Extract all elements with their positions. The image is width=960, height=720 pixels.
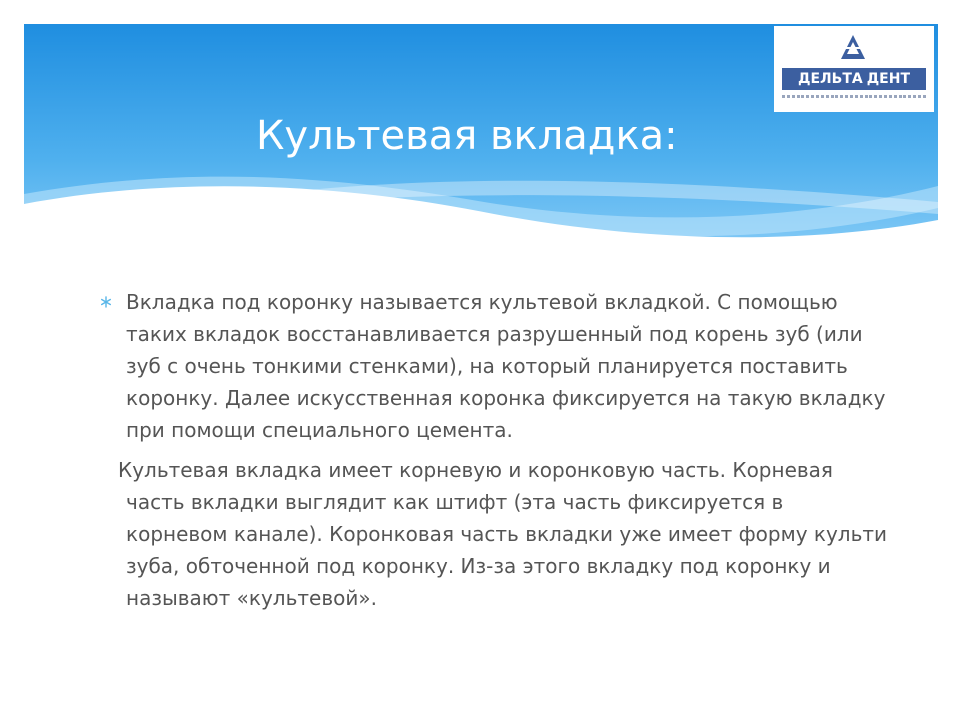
delta-triangle-icon (840, 34, 866, 60)
delta-dent-logo (774, 26, 934, 112)
asterisk-bullet-icon (100, 296, 112, 308)
logo-word-delta: ДЕЛЬТА (797, 71, 863, 87)
logo-wordmark (782, 68, 926, 90)
bullet-paragraph-text: Вкладка под коронку называется культевой вкладкой. С помощью таких вкладок восстанавливается разрушенный под корень зуб (или зуб с очень тонкими стенками), на который планируется поставить коронку. Далее искусственная коронка фиксируется на такую вкладку при помощи специального цемента. (126, 290, 886, 442)
second-paragraph: Культевая вкладка имеет корневую и коронковую часть. Корневая часть вкладки выглядит как штифт (эта часть фиксируется в корневом канале). Коронковая часть вкладки уже имеет форму культи зуба, обточенной под коронку. Из-за этого вкладку под коронку и называют «культевой». (118, 458, 888, 610)
bullet-paragraph (98, 286, 888, 446)
slide-body (98, 286, 888, 614)
slide-title: Культевая вкладка: (256, 113, 678, 159)
logo-tagline (782, 94, 926, 100)
logo-word-dent: ДЕНТ (866, 71, 911, 87)
